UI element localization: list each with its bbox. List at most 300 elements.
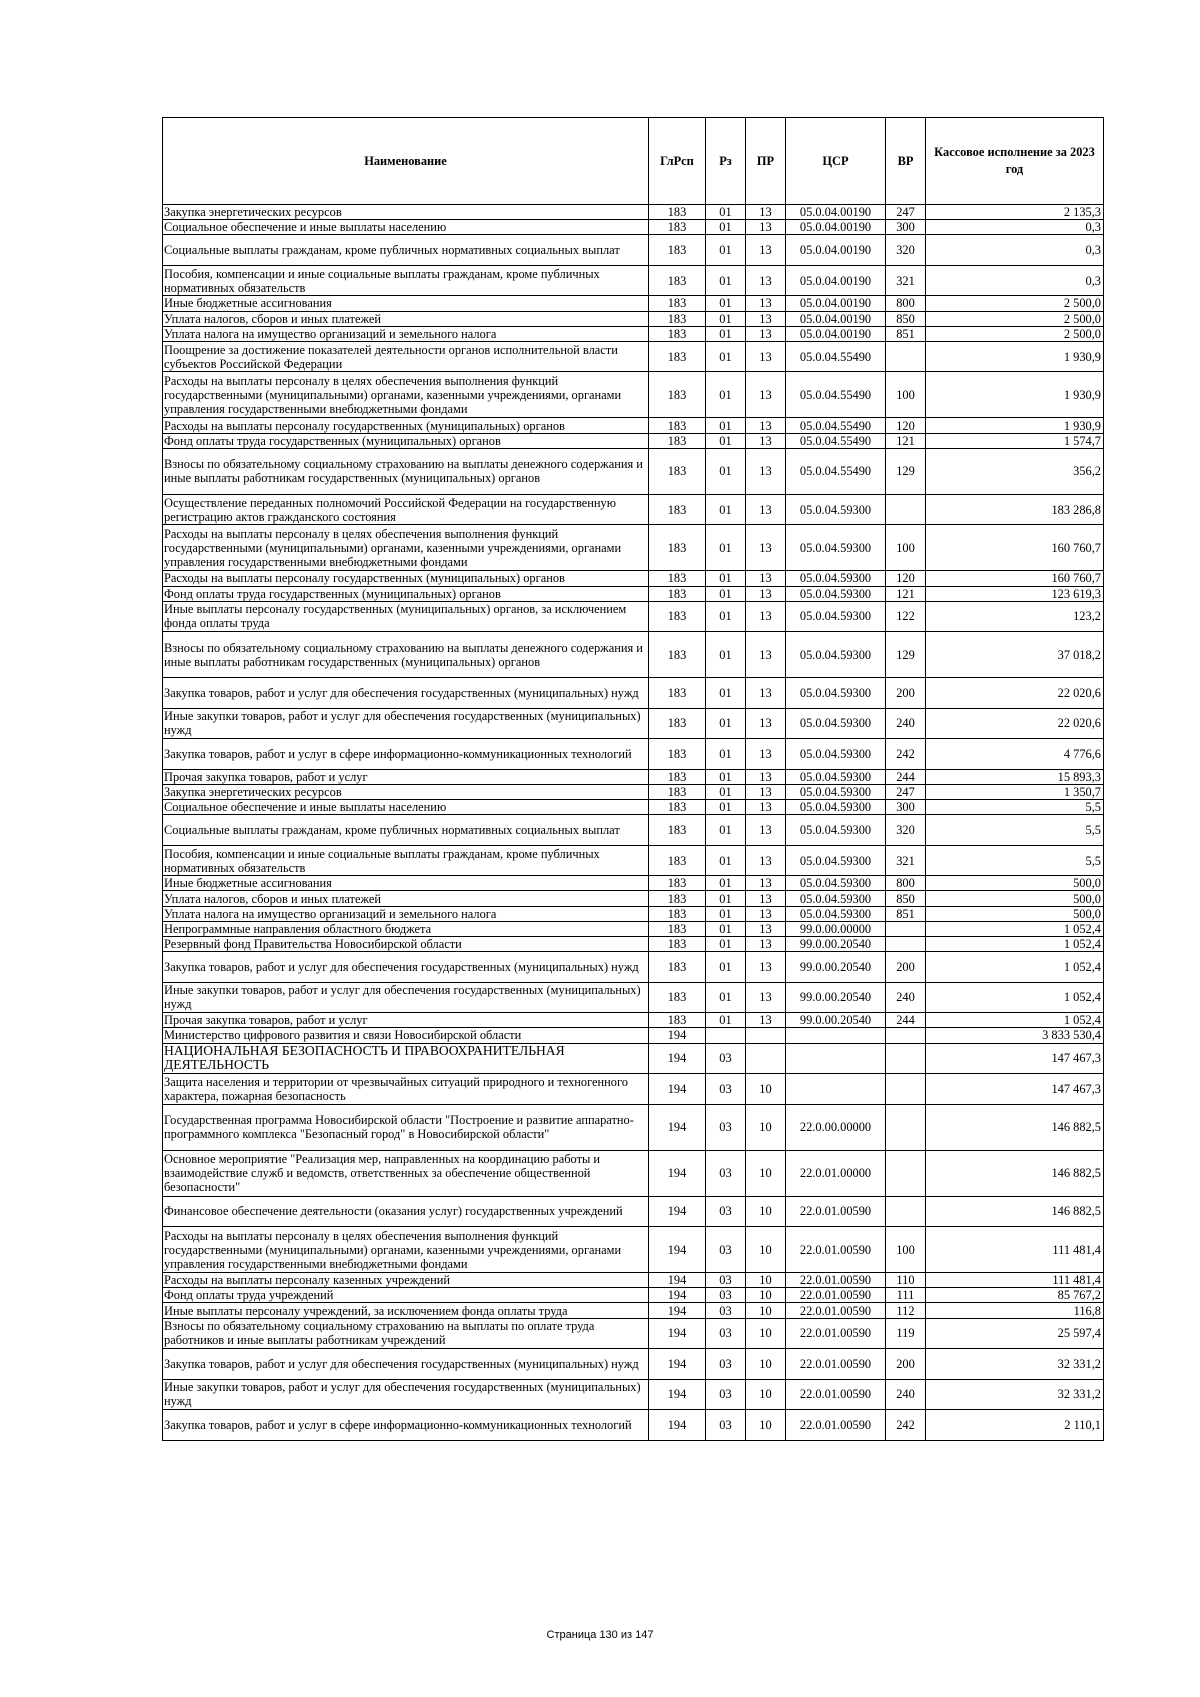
cell-execution-sum: 356,2 (926, 448, 1104, 494)
cell-execution-sum: 85 767,2 (926, 1288, 1104, 1303)
cell-pr: 13 (746, 205, 786, 220)
cell-vr: 200 (886, 1349, 926, 1380)
cell-execution-sum: 22 020,6 (926, 678, 1104, 709)
cell-execution-sum: 1 052,4 (926, 982, 1104, 1013)
cell-csr: 05.0.04.00190 (786, 311, 886, 326)
table-row (163, 220, 1104, 235)
cell-pr (746, 1028, 786, 1043)
cell-vr (886, 494, 926, 525)
cell-pr: 13 (746, 937, 786, 952)
header-execution-2023: Кассовое исполнение за 2023 год (926, 118, 1104, 205)
table-row (163, 494, 1104, 525)
cell-glrsp: 183 (649, 891, 706, 906)
cell-execution-sum: 123 619,3 (926, 586, 1104, 601)
cell-rz: 01 (706, 433, 746, 448)
cell-vr: 240 (886, 1379, 926, 1410)
cell-glrsp: 183 (649, 937, 706, 952)
cell-name: Расходы на выплаты персоналу государственных (муниципальных) органов (163, 418, 649, 433)
cell-csr: 22.0.01.00590 (786, 1318, 886, 1349)
cell-pr: 13 (746, 235, 786, 266)
cell-name: Закупка энергетических ресурсов (163, 784, 649, 799)
cell-rz: 01 (706, 708, 746, 739)
cell-glrsp: 194 (649, 1074, 706, 1105)
cell-csr: 99.0.00.00000 (786, 921, 886, 936)
cell-pr: 13 (746, 906, 786, 921)
cell-vr: 122 (886, 601, 926, 632)
cell-rz: 03 (706, 1379, 746, 1410)
cell-csr: 05.0.04.59300 (786, 784, 886, 799)
cell-vr: 240 (886, 982, 926, 1013)
cell-vr: 247 (886, 205, 926, 220)
cell-execution-sum: 146 882,5 (926, 1196, 1104, 1227)
cell-glrsp: 183 (649, 921, 706, 936)
cell-vr: 121 (886, 433, 926, 448)
cell-csr: 05.0.04.59300 (786, 845, 886, 876)
cell-vr: 321 (886, 265, 926, 296)
table-row (163, 815, 1104, 846)
cell-name: Расходы на выплаты персоналу в целях обеспечения выполнения функций государственными (муниципальными) органами, казенными учреждениями, органами управления государственными внебюджетными фондами (163, 525, 649, 571)
cell-name: Иные закупки товаров, работ и услуг для обеспечения государственных (муниципальных) нужд (163, 982, 649, 1013)
cell-rz: 03 (706, 1196, 746, 1227)
cell-rz: 01 (706, 800, 746, 815)
table-row (163, 1288, 1104, 1303)
cell-name: Иные закупки товаров, работ и услуг для обеспечения государственных (муниципальных) нужд (163, 708, 649, 739)
cell-vr (886, 921, 926, 936)
cell-rz: 01 (706, 296, 746, 311)
cell-vr: 851 (886, 906, 926, 921)
cell-glrsp: 183 (649, 235, 706, 266)
cell-execution-sum: 1 350,7 (926, 784, 1104, 799)
table-row (163, 571, 1104, 586)
cell-name: Социальные выплаты гражданам, кроме публичных нормативных социальных выплат (163, 235, 649, 266)
table-row (163, 632, 1104, 678)
cell-execution-sum: 1 930,9 (926, 418, 1104, 433)
cell-execution-sum: 111 481,4 (926, 1227, 1104, 1273)
cell-execution-sum: 15 893,3 (926, 769, 1104, 784)
cell-vr: 129 (886, 448, 926, 494)
cell-execution-sum: 0,3 (926, 265, 1104, 296)
cell-pr: 13 (746, 708, 786, 739)
cell-glrsp: 183 (649, 784, 706, 799)
cell-vr: 320 (886, 815, 926, 846)
cell-execution-sum: 32 331,2 (926, 1349, 1104, 1380)
cell-name: Взносы по обязательному социальному страхованию на выплаты по оплате труда работников и иные выплаты работникам учреждений (163, 1318, 649, 1349)
cell-glrsp: 183 (649, 952, 706, 983)
cell-csr: 05.0.04.55490 (786, 433, 886, 448)
cell-pr: 13 (746, 800, 786, 815)
table-row (163, 448, 1104, 494)
cell-csr: 05.0.04.59300 (786, 494, 886, 525)
cell-name: Финансовое обеспечение деятельности (оказания услуг) государственных учреждений (163, 1196, 649, 1227)
cell-glrsp: 183 (649, 525, 706, 571)
cell-glrsp: 194 (649, 1288, 706, 1303)
cell-glrsp: 194 (649, 1104, 706, 1150)
cell-pr: 10 (746, 1227, 786, 1273)
table-row (163, 1074, 1104, 1105)
cell-rz: 01 (706, 678, 746, 709)
table-row (163, 296, 1104, 311)
table-row (163, 952, 1104, 983)
cell-execution-sum: 146 882,5 (926, 1104, 1104, 1150)
cell-execution-sum: 183 286,8 (926, 494, 1104, 525)
cell-rz: 01 (706, 311, 746, 326)
cell-vr: 100 (886, 372, 926, 418)
cell-csr: 22.0.01.00590 (786, 1379, 886, 1410)
cell-execution-sum: 160 760,7 (926, 525, 1104, 571)
cell-name: Пособия, компенсации и иные социальные выплаты гражданам, кроме публичных нормативных обязательств (163, 845, 649, 876)
cell-execution-sum: 146 882,5 (926, 1150, 1104, 1196)
cell-glrsp: 183 (649, 220, 706, 235)
cell-pr: 13 (746, 632, 786, 678)
header-glrsp: ГлРсп (649, 118, 706, 205)
cell-name: Фонд оплаты труда учреждений (163, 1288, 649, 1303)
cell-pr: 13 (746, 601, 786, 632)
cell-csr: 05.0.04.59300 (786, 891, 886, 906)
table-row (163, 601, 1104, 632)
cell-glrsp: 183 (649, 296, 706, 311)
cell-execution-sum: 500,0 (926, 891, 1104, 906)
cell-rz: 03 (706, 1273, 746, 1288)
cell-glrsp: 183 (649, 571, 706, 586)
cell-csr: 05.0.04.55490 (786, 341, 886, 372)
cell-vr: 240 (886, 708, 926, 739)
cell-glrsp: 194 (649, 1028, 706, 1043)
cell-pr: 10 (746, 1273, 786, 1288)
cell-rz: 03 (706, 1043, 746, 1074)
cell-pr: 13 (746, 326, 786, 341)
table-row (163, 1318, 1104, 1349)
cell-execution-sum: 5,5 (926, 800, 1104, 815)
cell-pr: 10 (746, 1104, 786, 1150)
cell-name: Закупка товаров, работ и услуг в сфере информационно-коммуникационных технологий (163, 1410, 649, 1441)
cell-name: Социальное обеспечение и иные выплаты населению (163, 800, 649, 815)
cell-rz: 01 (706, 906, 746, 921)
cell-name: Поощрение за достижение показателей деятельности органов исполнительной власти субъектов Российской Федерации (163, 341, 649, 372)
cell-csr: 05.0.04.59300 (786, 876, 886, 891)
cell-rz: 01 (706, 739, 746, 770)
cell-vr: 321 (886, 845, 926, 876)
cell-vr: 300 (886, 220, 926, 235)
cell-rz: 01 (706, 494, 746, 525)
cell-csr: 05.0.04.55490 (786, 372, 886, 418)
cell-pr: 10 (746, 1349, 786, 1380)
cell-execution-sum: 116,8 (926, 1303, 1104, 1318)
cell-name: Осуществление переданных полномочий Российской Федерации на государственную регистрацию актов гражданского состояния (163, 494, 649, 525)
cell-glrsp: 183 (649, 205, 706, 220)
cell-rz: 01 (706, 601, 746, 632)
cell-csr: 22.0.01.00590 (786, 1410, 886, 1441)
cell-rz: 03 (706, 1303, 746, 1318)
cell-glrsp: 194 (649, 1196, 706, 1227)
cell-pr: 13 (746, 982, 786, 1013)
cell-glrsp: 183 (649, 815, 706, 846)
cell-glrsp: 183 (649, 876, 706, 891)
cell-pr: 13 (746, 372, 786, 418)
cell-vr: 850 (886, 311, 926, 326)
table-row (163, 845, 1104, 876)
table-row (163, 1104, 1104, 1150)
cell-execution-sum: 1 930,9 (926, 341, 1104, 372)
cell-name: Уплата налогов, сборов и иных платежей (163, 311, 649, 326)
cell-vr: 800 (886, 876, 926, 891)
table-row (163, 800, 1104, 815)
cell-rz (706, 1028, 746, 1043)
cell-pr: 13 (746, 341, 786, 372)
cell-rz: 01 (706, 525, 746, 571)
cell-glrsp: 183 (649, 800, 706, 815)
cell-name: Иные бюджетные ассигнования (163, 876, 649, 891)
cell-csr: 05.0.04.59300 (786, 800, 886, 815)
cell-rz: 01 (706, 982, 746, 1013)
cell-rz: 01 (706, 1013, 746, 1028)
cell-glrsp: 183 (649, 448, 706, 494)
table-header-row (163, 118, 1104, 205)
cell-pr: 10 (746, 1196, 786, 1227)
header-csr: ЦСР (786, 118, 886, 205)
cell-csr: 05.0.04.59300 (786, 586, 886, 601)
table-row (163, 891, 1104, 906)
cell-csr: 05.0.04.59300 (786, 708, 886, 739)
cell-rz: 01 (706, 235, 746, 266)
cell-execution-sum: 2 110,1 (926, 1410, 1104, 1441)
cell-vr (886, 1104, 926, 1150)
cell-vr (886, 1028, 926, 1043)
cell-vr: 120 (886, 571, 926, 586)
cell-name: Иные выплаты персоналу учреждений, за исключением фонда оплаты труда (163, 1303, 649, 1318)
table-row (163, 1150, 1104, 1196)
cell-rz: 01 (706, 205, 746, 220)
cell-csr: 99.0.00.20540 (786, 952, 886, 983)
cell-vr: 244 (886, 1013, 926, 1028)
cell-name: Закупка товаров, работ и услуг для обеспечения государственных (муниципальных) нужд (163, 678, 649, 709)
table-row (163, 1410, 1104, 1441)
cell-execution-sum: 3 833 530,4 (926, 1028, 1104, 1043)
cell-name: Иные закупки товаров, работ и услуг для обеспечения государственных (муниципальных) нужд (163, 1379, 649, 1410)
cell-execution-sum: 2 500,0 (926, 296, 1104, 311)
cell-vr: 200 (886, 952, 926, 983)
cell-csr: 22.0.01.00590 (786, 1303, 886, 1318)
cell-vr: 242 (886, 739, 926, 770)
table-row (163, 1273, 1104, 1288)
cell-name: Расходы на выплаты персоналу государственных (муниципальных) органов (163, 571, 649, 586)
cell-name: Уплата налогов, сборов и иных платежей (163, 891, 649, 906)
cell-glrsp: 194 (649, 1150, 706, 1196)
cell-glrsp: 183 (649, 769, 706, 784)
cell-execution-sum: 25 597,4 (926, 1318, 1104, 1349)
cell-glrsp: 183 (649, 433, 706, 448)
table-row (163, 769, 1104, 784)
cell-execution-sum: 1 052,4 (926, 952, 1104, 983)
cell-name: Уплата налога на имущество организаций и земельного налога (163, 906, 649, 921)
cell-csr: 22.0.01.00590 (786, 1227, 886, 1273)
cell-pr: 13 (746, 739, 786, 770)
cell-vr: 247 (886, 784, 926, 799)
cell-execution-sum: 22 020,6 (926, 708, 1104, 739)
cell-execution-sum: 1 052,4 (926, 1013, 1104, 1028)
cell-glrsp: 183 (649, 845, 706, 876)
cell-csr: 05.0.04.59300 (786, 601, 886, 632)
cell-execution-sum: 111 481,4 (926, 1273, 1104, 1288)
cell-rz: 01 (706, 220, 746, 235)
cell-pr: 13 (746, 265, 786, 296)
cell-vr (886, 1196, 926, 1227)
cell-csr (786, 1043, 886, 1074)
cell-pr: 13 (746, 952, 786, 983)
cell-name: Государственная программа Новосибирской области "Построение и развитие аппаратно-программного комплекса "Безопасный город" в Новосибирской области" (163, 1104, 649, 1150)
cell-rz: 03 (706, 1318, 746, 1349)
cell-pr: 13 (746, 1013, 786, 1028)
cell-vr: 112 (886, 1303, 926, 1318)
cell-execution-sum: 1 052,4 (926, 921, 1104, 936)
table-row (163, 341, 1104, 372)
cell-glrsp: 183 (649, 982, 706, 1013)
cell-csr: 05.0.04.59300 (786, 815, 886, 846)
cell-pr: 13 (746, 311, 786, 326)
table-row (163, 1303, 1104, 1318)
cell-vr: 119 (886, 1318, 926, 1349)
header-name: Наименование (163, 118, 649, 205)
table-row (163, 265, 1104, 296)
cell-rz: 01 (706, 586, 746, 601)
cell-csr: 05.0.04.00190 (786, 296, 886, 311)
cell-csr: 05.0.04.59300 (786, 678, 886, 709)
table-row (163, 937, 1104, 952)
cell-csr: 05.0.04.59300 (786, 571, 886, 586)
table-row (163, 921, 1104, 936)
cell-name: Иные бюджетные ассигнования (163, 296, 649, 311)
cell-rz: 03 (706, 1074, 746, 1105)
table-row (163, 1013, 1104, 1028)
table-row (163, 876, 1104, 891)
cell-rz: 01 (706, 937, 746, 952)
table-row (163, 1379, 1104, 1410)
cell-execution-sum: 147 467,3 (926, 1043, 1104, 1074)
cell-pr: 10 (746, 1379, 786, 1410)
cell-glrsp: 183 (649, 326, 706, 341)
table-row (163, 235, 1104, 266)
table-row (163, 708, 1104, 739)
cell-csr: 05.0.04.00190 (786, 220, 886, 235)
cell-glrsp: 194 (649, 1227, 706, 1273)
page-number: Страница 130 из 147 (546, 1629, 654, 1641)
cell-csr: 05.0.04.59300 (786, 906, 886, 921)
table-row (163, 433, 1104, 448)
cell-name: Прочая закупка товаров, работ и услуг (163, 1013, 649, 1028)
cell-glrsp: 183 (649, 906, 706, 921)
cell-csr (786, 1074, 886, 1105)
table-row (163, 906, 1104, 921)
cell-vr: 300 (886, 800, 926, 815)
cell-pr: 10 (746, 1410, 786, 1441)
cell-csr: 22.0.01.00590 (786, 1196, 886, 1227)
cell-pr: 13 (746, 494, 786, 525)
cell-csr: 22.0.01.00590 (786, 1273, 886, 1288)
cell-glrsp: 194 (649, 1273, 706, 1288)
cell-glrsp: 194 (649, 1379, 706, 1410)
cell-pr: 13 (746, 586, 786, 601)
cell-csr: 05.0.04.55490 (786, 448, 886, 494)
cell-pr: 13 (746, 769, 786, 784)
cell-glrsp: 194 (649, 1303, 706, 1318)
cell-csr: 05.0.04.59300 (786, 632, 886, 678)
cell-execution-sum: 1 930,9 (926, 372, 1104, 418)
table-row (163, 326, 1104, 341)
cell-rz: 01 (706, 632, 746, 678)
header-rz: Рз (706, 118, 746, 205)
cell-glrsp: 194 (649, 1410, 706, 1441)
cell-pr: 13 (746, 571, 786, 586)
cell-pr: 10 (746, 1318, 786, 1349)
table-row (163, 739, 1104, 770)
cell-rz: 03 (706, 1227, 746, 1273)
cell-rz: 01 (706, 769, 746, 784)
cell-execution-sum: 0,3 (926, 235, 1104, 266)
cell-vr: 100 (886, 1227, 926, 1273)
table-row (163, 1227, 1104, 1273)
cell-name: Фонд оплаты труда государственных (муниципальных) органов (163, 586, 649, 601)
cell-pr: 10 (746, 1074, 786, 1105)
cell-vr: 111 (886, 1288, 926, 1303)
table-row (163, 678, 1104, 709)
cell-rz: 03 (706, 1150, 746, 1196)
cell-name: Министерство цифрового развития и связи Новосибирской области (163, 1028, 649, 1043)
cell-vr (886, 1074, 926, 1105)
cell-glrsp: 183 (649, 739, 706, 770)
cell-vr: 244 (886, 769, 926, 784)
cell-name: Расходы на выплаты персоналу казенных учреждений (163, 1273, 649, 1288)
cell-pr: 13 (746, 433, 786, 448)
cell-execution-sum: 2 500,0 (926, 326, 1104, 341)
cell-name: Уплата налога на имущество организаций и земельного налога (163, 326, 649, 341)
cell-name: Закупка товаров, работ и услуг для обеспечения государственных (муниципальных) нужд (163, 952, 649, 983)
cell-rz: 01 (706, 265, 746, 296)
header-pr: ПР (746, 118, 786, 205)
cell-csr: 05.0.04.59300 (786, 525, 886, 571)
cell-csr (786, 1028, 886, 1043)
table-row (163, 982, 1104, 1013)
cell-vr: 120 (886, 418, 926, 433)
table-row (163, 586, 1104, 601)
cell-pr: 13 (746, 448, 786, 494)
cell-glrsp: 194 (649, 1318, 706, 1349)
table-row (163, 1028, 1104, 1043)
cell-execution-sum: 32 331,2 (926, 1379, 1104, 1410)
cell-pr: 13 (746, 876, 786, 891)
cell-name: Фонд оплаты труда государственных (муниципальных) органов (163, 433, 649, 448)
cell-csr: 05.0.04.59300 (786, 739, 886, 770)
cell-glrsp: 183 (649, 708, 706, 739)
cell-csr: 05.0.04.00190 (786, 205, 886, 220)
cell-csr: 22.0.01.00590 (786, 1288, 886, 1303)
cell-glrsp: 183 (649, 632, 706, 678)
cell-glrsp: 183 (649, 678, 706, 709)
cell-rz: 01 (706, 326, 746, 341)
cell-name: Расходы на выплаты персоналу в целях обеспечения выполнения функций государственными (муниципальными) органами, казенными учреждениями, органами управления государственными внебюджетными фондами (163, 372, 649, 418)
cell-vr: 242 (886, 1410, 926, 1441)
cell-glrsp: 183 (649, 418, 706, 433)
cell-name: Защита населения и территории от чрезвычайных ситуаций природного и техногенного характера, пожарная безопасность (163, 1074, 649, 1105)
cell-rz: 03 (706, 1104, 746, 1150)
cell-name: Взносы по обязательному социальному страхованию на выплаты денежного содержания и иные выплаты работникам государственных (муниципальных) органов (163, 632, 649, 678)
table-row (163, 311, 1104, 326)
cell-glrsp: 183 (649, 601, 706, 632)
cell-execution-sum: 160 760,7 (926, 571, 1104, 586)
table-row (163, 1043, 1104, 1074)
cell-name: Резервный фонд Правительства Новосибирской области (163, 937, 649, 952)
cell-name: Закупка товаров, работ и услуг в сфере информационно-коммуникационных технологий (163, 739, 649, 770)
cell-vr: 129 (886, 632, 926, 678)
header-vr: ВР (886, 118, 926, 205)
